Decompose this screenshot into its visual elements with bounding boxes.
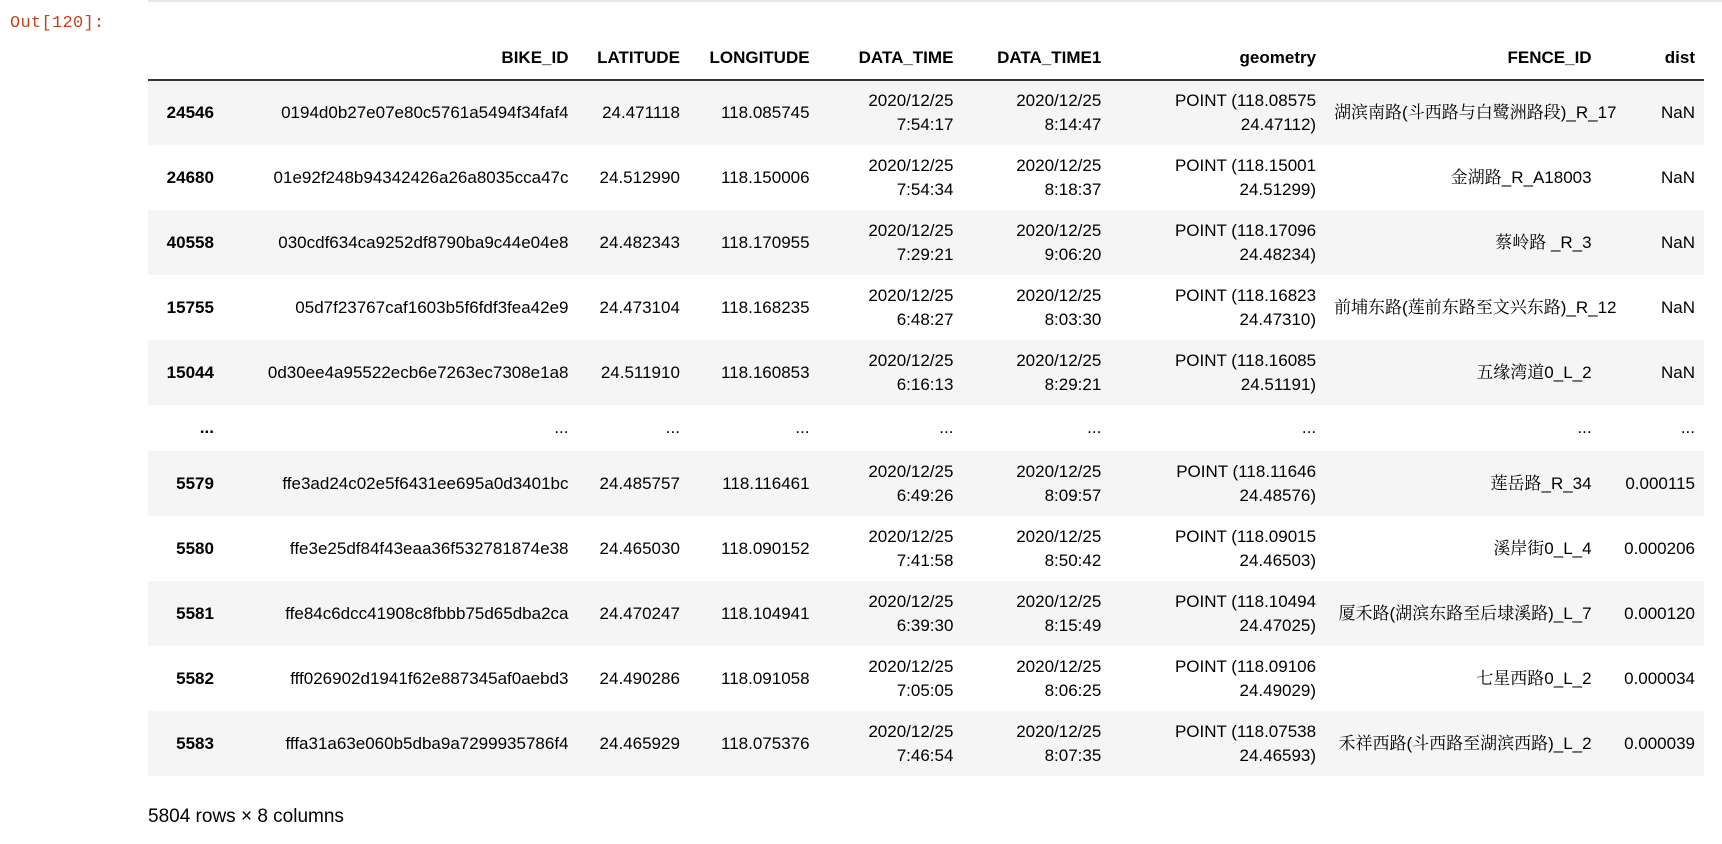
time-part: 6:16:13 (896, 374, 954, 394)
cell-data-time (819, 340, 963, 405)
ellipsis-cell: ... (1577, 418, 1592, 437)
row-index: 5580 (176, 538, 214, 558)
cell-data-time1 (962, 210, 1110, 275)
row-index: 5582 (176, 668, 214, 688)
geometry-part: 24.46503) (1239, 550, 1317, 570)
date-part: 2020/12/25 (1016, 461, 1102, 481)
cell-data-time (819, 80, 963, 145)
cell-longitude: 118.091058 (721, 668, 810, 688)
cell-geometry (1110, 516, 1325, 581)
table-row (148, 516, 1704, 581)
cell-fence-id: 厦禾路(湖滨东路至后埭溪路)_L_7 (1338, 603, 1592, 623)
date-part: 2020/12/25 (1016, 526, 1102, 546)
time-part: 8:03:30 (1044, 309, 1102, 329)
time-part: 8:07:35 (1044, 745, 1102, 765)
cell-data-time (819, 711, 963, 776)
cell-latitude: 24.465929 (599, 733, 680, 753)
date-part: 2020/12/25 (1016, 285, 1102, 305)
table-row (148, 145, 1704, 210)
geometry-part: POINT (118.17096 (1174, 220, 1317, 240)
cell-dist: 0.000115 (1625, 473, 1695, 493)
cell-fence-id: 禾祥西路(斗西路至湖滨西路)_L_2 (1338, 733, 1592, 753)
cell-latitude: 24.473104 (599, 297, 680, 317)
table-row (148, 210, 1704, 275)
row-index: 5581 (176, 603, 214, 623)
ellipsis-cell: ... (795, 418, 810, 437)
cell-data-time1 (962, 516, 1110, 581)
header-geometry: geometry (1110, 30, 1325, 80)
date-part: 2020/12/25 (868, 461, 954, 481)
date-part: 2020/12/25 (1016, 91, 1102, 110)
cell-data-time1 (962, 80, 1110, 145)
row-index: 24546 (166, 103, 214, 122)
cell-geometry (1110, 581, 1325, 646)
date-part: 2020/12/25 (868, 220, 954, 240)
row-index: 5579 (176, 473, 214, 493)
cell-data-time (819, 451, 963, 516)
time-part: 8:15:49 (1044, 615, 1102, 635)
header-bike-id: BIKE_ID (223, 30, 578, 80)
cell-latitude: 24.465030 (599, 538, 680, 558)
table-row (148, 581, 1704, 646)
cell-longitude: 118.090152 (721, 538, 810, 558)
cell-geometry (1110, 145, 1325, 210)
time-part: 7:05:05 (896, 680, 954, 700)
cell-dist: NaN (1660, 362, 1695, 382)
date-part: 2020/12/25 (868, 656, 954, 676)
cell-dist: 0.000206 (1624, 538, 1695, 558)
cell-latitude: 24.490286 (599, 668, 680, 688)
ellipsis-cell: ... (1680, 418, 1695, 437)
cell-longitude: 118.170955 (721, 232, 810, 252)
time-part: 6:48:27 (896, 309, 954, 329)
time-part: 8:29:21 (1044, 374, 1102, 394)
date-part: 2020/12/25 (868, 526, 954, 546)
geometry-part: POINT (118.15001 (1174, 155, 1317, 175)
geometry-part: POINT (118.16823 (1174, 285, 1317, 305)
cell-dist: NaN (1660, 297, 1695, 317)
ellipsis-cell: ... (665, 418, 680, 437)
cell-latitude: 24.482343 (599, 232, 680, 252)
cell-dist: 0.000034 (1624, 668, 1695, 688)
row-index: 40558 (166, 232, 214, 252)
time-part: 8:09:57 (1044, 485, 1102, 505)
cell-data-time (819, 210, 963, 275)
cell-bike-id: 05d7f23767caf1603b5f6fdf3fea42e9 (295, 297, 569, 317)
table-row (148, 646, 1704, 711)
cell-geometry (1110, 451, 1325, 516)
cell-data-time1 (962, 340, 1110, 405)
geometry-part: POINT (118.08575 (1174, 91, 1317, 110)
date-part: 2020/12/25 (1016, 220, 1102, 240)
cell-fence-id: 五缘湾道0_L_2 (1476, 362, 1592, 382)
cell-latitude: 24.470247 (599, 603, 680, 623)
table-row (148, 711, 1704, 776)
time-part: 6:49:26 (896, 485, 954, 505)
output-prompt: Out[120]: (10, 14, 105, 33)
table-row (148, 340, 1704, 405)
dataframe-output (148, 30, 1708, 776)
cell-longitude: 118.168235 (721, 297, 810, 317)
cell-latitude: 24.471118 (602, 103, 680, 122)
cell-data-time (819, 646, 963, 711)
cell-dist: 0.000120 (1624, 603, 1695, 623)
date-part: 2020/12/25 (868, 350, 954, 370)
table-row (148, 80, 1704, 145)
geometry-part: 24.51191) (1240, 374, 1317, 394)
date-part: 2020/12/25 (868, 155, 954, 175)
header-data-time: DATA_TIME (819, 30, 963, 80)
time-part: 8:06:25 (1044, 680, 1102, 700)
table-row (148, 451, 1704, 516)
time-part: 7:41:58 (896, 550, 954, 570)
time-part: 8:18:37 (1044, 179, 1102, 199)
time-part: 6:39:30 (896, 615, 954, 635)
cell-geometry (1110, 711, 1325, 776)
cell-geometry (1110, 340, 1325, 405)
header-fence-id: FENCE_ID (1325, 30, 1601, 80)
date-part: 2020/12/25 (868, 91, 954, 110)
cell-fence-id: 七星西路0_L_2 (1476, 668, 1592, 688)
cell-bike-id: fffa31a63e060b5dba9a7299935786f4 (285, 733, 569, 753)
cell-geometry (1110, 275, 1325, 340)
time-part: 8:14:47 (1044, 115, 1102, 134)
header-data-time1: DATA_TIME1 (962, 30, 1110, 80)
cell-latitude: 24.511910 (600, 362, 680, 382)
table-row (148, 275, 1704, 340)
date-part: 2020/12/25 (868, 721, 954, 741)
header-index (148, 30, 223, 80)
geometry-part: 24.47112) (1240, 115, 1317, 134)
geometry-part: POINT (118.16085 (1174, 350, 1317, 370)
cell-fence-id: 湖滨南路(斗西路与白鹭洲路段)_R_17 (1334, 103, 1617, 122)
cell-fence-id: 莲岳路_R_34 (1490, 473, 1592, 493)
geometry-part: 24.47025) (1239, 615, 1317, 635)
cell-bike-id: fff026902d1941f62e887345af0aebd3 (290, 668, 569, 688)
cell-fence-id: 前埔东路(莲前东路至文兴东路)_R_12 (1334, 297, 1617, 317)
dataframe-table (148, 30, 1704, 776)
cell-bike-id: ffe3ad24c02e5f6431ee695a0d3401bc (282, 473, 569, 493)
geometry-part: 24.48576) (1239, 485, 1317, 505)
time-part: 7:29:21 (896, 244, 954, 264)
cell-geometry (1110, 210, 1325, 275)
cell-data-time (819, 275, 963, 340)
cell-geometry (1110, 646, 1325, 711)
header-latitude: LATITUDE (578, 30, 689, 80)
cell-fence-id: 溪岸街0_L_4 (1493, 538, 1592, 558)
cell-data-time1 (962, 646, 1110, 711)
date-part: 2020/12/25 (1016, 656, 1102, 676)
cell-data-time (819, 145, 963, 210)
geometry-part: POINT (118.07538 (1174, 721, 1317, 741)
cell-bike-id: 01e92f248b94342426a26a8035cca47c (273, 167, 569, 187)
geometry-part: POINT (118.10494 (1174, 591, 1317, 611)
cell-data-time1 (962, 275, 1110, 340)
cell-latitude: 24.512990 (599, 167, 680, 187)
ellipsis-cell: ... (1301, 418, 1317, 437)
date-part: 2020/12/25 (1016, 721, 1102, 741)
time-part: 9:06:20 (1044, 244, 1102, 264)
dataframe-shape-caption: 5804 rows × 8 columns (148, 806, 344, 827)
cell-longitude: 118.085745 (721, 103, 810, 122)
cell-dist: NaN (1660, 103, 1695, 122)
time-part: 7:54:34 (896, 179, 954, 199)
cell-bike-id: ffe84c6dcc41908c8fbbb75d65dba2ca (285, 603, 569, 623)
cell-fence-id: 蔡岭路 _R_3 (1495, 232, 1592, 252)
cell-latitude: 24.485757 (599, 473, 680, 493)
geometry-part: 24.49029) (1239, 680, 1317, 700)
ellipsis-cell: ... (1087, 418, 1102, 437)
time-part: 8:50:42 (1044, 550, 1102, 570)
cell-dist: NaN (1660, 232, 1695, 252)
time-part: 7:46:54 (896, 745, 954, 765)
cell-longitude: 118.150006 (721, 167, 810, 187)
row-index: 15755 (166, 297, 214, 317)
time-part: 7:54:17 (896, 115, 954, 134)
cell-top-border (148, 0, 1722, 2)
geometry-part: 24.47310) (1239, 309, 1317, 329)
date-part: 2020/12/25 (1016, 591, 1102, 611)
cell-longitude: 118.104941 (721, 603, 810, 623)
cell-data-time1 (962, 451, 1110, 516)
ellipsis-cell: ... (939, 418, 954, 437)
cell-longitude: 118.075376 (721, 733, 810, 753)
cell-geometry (1110, 80, 1325, 145)
cell-bike-id: 030cdf634ca9252df8790ba9c44e04e8 (278, 232, 569, 252)
cell-data-time (819, 581, 963, 646)
geometry-part: POINT (118.11646 (1176, 461, 1317, 481)
cell-data-time1 (962, 711, 1110, 776)
date-part: 2020/12/25 (868, 591, 954, 611)
geometry-part: POINT (118.09106 (1174, 656, 1317, 676)
cell-bike-id: 0d30ee4a95522ecb6e7263ec7308e1a8 (267, 362, 569, 382)
row-index: 15044 (166, 362, 214, 382)
header-longitude: LONGITUDE (689, 30, 819, 80)
ellipsis-index: ... (199, 418, 214, 437)
cell-data-time1 (962, 145, 1110, 210)
ellipsis-row (148, 405, 1704, 451)
cell-data-time1 (962, 581, 1110, 646)
geometry-part: 24.48234) (1239, 244, 1317, 264)
geometry-part: POINT (118.09015 (1174, 526, 1317, 546)
header-row (148, 30, 1704, 80)
cell-fence-id: 金湖路_R_A18003 (1450, 167, 1592, 187)
cell-bike-id: ffe3e25df84f43eaa36f532781874e38 (289, 538, 569, 558)
cell-dist: NaN (1660, 167, 1695, 187)
geometry-part: 24.46593) (1239, 745, 1317, 765)
cell-data-time (819, 516, 963, 581)
cell-longitude: 118.116461 (722, 473, 810, 493)
ellipsis-cell: ... (554, 418, 569, 437)
cell-longitude: 118.160853 (721, 362, 810, 382)
date-part: 2020/12/25 (1016, 155, 1102, 175)
geometry-part: 24.51299) (1239, 179, 1317, 199)
row-index: 5583 (176, 733, 214, 753)
row-index: 24680 (166, 167, 214, 187)
cell-bike-id: 0194d0b27e07e80c5761a5494f34faf4 (281, 103, 569, 122)
cell-dist: 0.000039 (1624, 733, 1695, 753)
header-dist: dist (1601, 30, 1704, 80)
date-part: 2020/12/25 (1016, 350, 1102, 370)
date-part: 2020/12/25 (868, 285, 954, 305)
